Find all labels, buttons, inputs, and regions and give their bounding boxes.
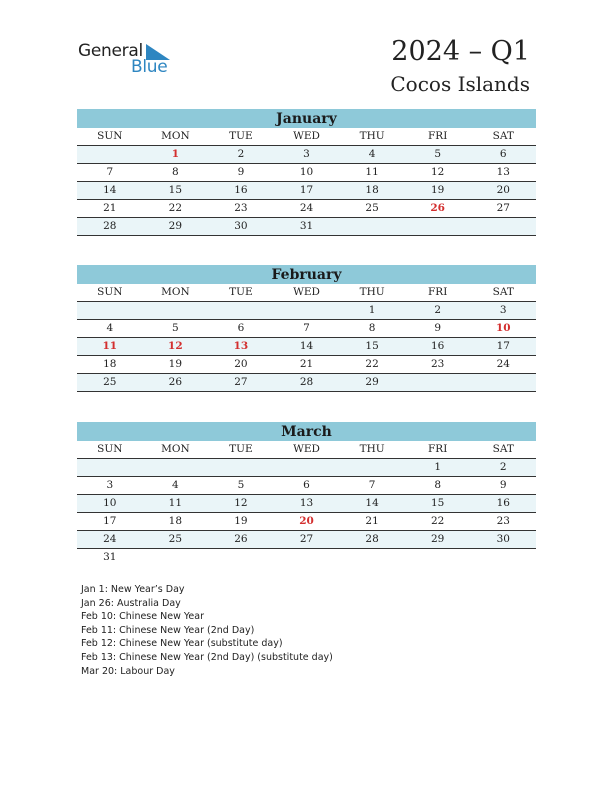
weekday-label: FRI	[428, 286, 448, 298]
month-header: January	[77, 109, 536, 128]
empty-day-cell	[405, 374, 471, 391]
day-cell: 2	[434, 304, 442, 316]
holiday-notes	[81, 583, 333, 678]
day-cell: 10	[299, 166, 314, 178]
day-cell: 14	[365, 497, 379, 509]
day-cell: 15	[168, 184, 183, 196]
day-cell: 9	[237, 166, 245, 178]
holiday-note: Feb 12: Chinese New Year (substitute day)	[81, 638, 283, 650]
day-cell: 4	[106, 322, 114, 334]
week-row	[77, 513, 536, 531]
weekday-label: MON	[161, 130, 190, 142]
day-cell: 12	[234, 497, 248, 509]
day-cell: 12	[430, 166, 445, 178]
day-cell: 28	[365, 533, 379, 545]
day-cell: 14	[299, 340, 314, 352]
week-row	[77, 320, 536, 338]
day-cell: 24	[299, 202, 314, 214]
day-cell: 22	[430, 515, 445, 527]
day-cell: 30	[496, 533, 510, 545]
day-cell: 1	[434, 461, 442, 473]
weekday-label: FRI	[428, 130, 448, 142]
day-cell: 4	[172, 479, 179, 491]
day-cell: 4	[368, 148, 376, 160]
week-row	[77, 531, 536, 549]
day-cell: 17	[496, 340, 510, 352]
week-row	[77, 164, 536, 182]
empty-day-cell	[405, 549, 471, 566]
week-row	[77, 338, 536, 356]
weekday-header-row	[77, 441, 536, 459]
day-cell: 23	[234, 202, 248, 214]
empty-day-cell	[77, 146, 143, 163]
day-cell: 9	[499, 479, 507, 491]
holiday-day-cell: 1	[171, 148, 180, 160]
logo-general-text: General	[78, 41, 143, 61]
week-row	[77, 218, 536, 236]
logo-blue-text: Blue	[131, 57, 168, 77]
day-cell: 20	[234, 358, 248, 370]
day-cell: 14	[103, 184, 117, 196]
day-cell: 30	[234, 220, 248, 232]
empty-day-cell	[143, 302, 209, 319]
weekday-header-row	[77, 284, 536, 302]
day-cell: 17	[103, 515, 117, 527]
holiday-note: Feb 10: Chinese New Year	[81, 611, 204, 623]
day-cell: 16	[430, 340, 445, 352]
weekday-label: SUN	[97, 286, 123, 298]
day-cell: 19	[168, 358, 183, 370]
day-cell: 16	[234, 184, 248, 196]
day-cell: 26	[234, 533, 248, 545]
day-cell: 3	[303, 148, 310, 160]
weekday-label: SAT	[492, 130, 514, 142]
day-cell: 2	[499, 461, 507, 473]
weekday-label: MON	[161, 286, 190, 298]
week-row	[77, 146, 536, 164]
weekday-label: WED	[293, 443, 320, 455]
day-cell: 29	[430, 533, 445, 545]
page-title: 2024 – Q1	[391, 36, 530, 67]
day-cell: 13	[496, 166, 510, 178]
weekday-label: THU	[359, 286, 385, 298]
day-cell: 18	[103, 358, 117, 370]
week-row	[77, 477, 536, 495]
day-cell: 17	[299, 184, 314, 196]
holiday-note: Feb 11: Chinese New Year (2nd Day)	[81, 624, 255, 636]
empty-day-cell	[274, 459, 340, 476]
day-cell: 6	[499, 148, 507, 160]
empty-day-cell	[77, 302, 143, 319]
day-cell: 18	[365, 184, 379, 196]
day-cell: 24	[496, 358, 510, 370]
month-february	[77, 265, 536, 392]
holiday-note: Jan 26: Australia Day	[81, 597, 181, 609]
holiday-note: Mar 20: Labour Day	[81, 665, 175, 677]
holiday-day-cell: 26	[430, 202, 445, 214]
week-row	[77, 549, 536, 566]
weekday-label: WED	[293, 286, 320, 298]
empty-day-cell	[143, 549, 209, 566]
weekday-label: SUN	[97, 443, 123, 455]
weekday-label: SAT	[492, 286, 514, 298]
day-cell: 21	[299, 358, 314, 370]
empty-day-cell	[274, 549, 340, 566]
week-row	[77, 302, 536, 320]
holiday-day-cell: 11	[102, 340, 118, 352]
day-cell: 2	[237, 148, 245, 160]
week-row	[77, 182, 536, 200]
day-cell: 11	[168, 497, 183, 509]
empty-day-cell	[77, 459, 143, 476]
empty-day-cell	[208, 459, 274, 476]
weekday-label: TUE	[229, 130, 253, 142]
weekday-label: SAT	[492, 443, 514, 455]
day-cell: 25	[103, 376, 117, 388]
weekday-header-row	[77, 128, 536, 146]
day-cell: 13	[299, 497, 314, 509]
day-cell: 21	[103, 202, 117, 214]
empty-day-cell	[339, 549, 405, 566]
day-cell: 19	[430, 184, 445, 196]
empty-day-cell	[208, 302, 274, 319]
day-cell: 22	[168, 202, 183, 214]
day-cell: 8	[368, 322, 376, 334]
month-header: March	[77, 422, 536, 441]
month-january	[77, 109, 536, 236]
day-cell: 8	[434, 479, 442, 491]
holiday-day-cell: 10	[495, 322, 511, 334]
day-cell: 20	[496, 184, 510, 196]
day-cell: 5	[237, 479, 245, 491]
empty-day-cell	[470, 374, 536, 391]
day-cell: 26	[168, 376, 183, 388]
day-cell: 10	[103, 497, 117, 509]
weekday-label: FRI	[428, 443, 448, 455]
day-cell: 15	[365, 340, 379, 352]
day-cell: 27	[234, 376, 248, 388]
empty-day-cell	[143, 459, 209, 476]
day-cell: 11	[365, 166, 379, 178]
day-cell: 28	[299, 376, 314, 388]
day-cell: 31	[299, 220, 314, 232]
day-cell: 3	[499, 304, 507, 316]
logo	[78, 41, 188, 81]
day-cell: 25	[365, 202, 379, 214]
day-cell: 15	[430, 497, 445, 509]
empty-day-cell	[274, 302, 340, 319]
day-cell: 29	[168, 220, 183, 232]
empty-day-cell	[470, 549, 536, 566]
day-cell: 29	[365, 376, 379, 388]
day-cell: 7	[106, 166, 114, 178]
weekday-label: SUN	[97, 130, 123, 142]
holiday-note: Jan 1: New Year’s Day	[81, 584, 185, 595]
day-cell: 3	[106, 479, 114, 491]
day-cell: 6	[237, 322, 245, 334]
day-cell: 23	[430, 358, 445, 370]
week-row	[77, 200, 536, 218]
week-row	[77, 374, 536, 392]
empty-day-cell	[208, 549, 274, 566]
holiday-day-cell: 12	[168, 340, 183, 352]
day-cell: 19	[234, 515, 248, 527]
empty-day-cell	[405, 218, 471, 235]
day-cell: 23	[496, 515, 510, 527]
weekday-label: THU	[359, 130, 385, 142]
holiday-day-cell: 20	[299, 515, 314, 527]
day-cell: 28	[103, 220, 117, 232]
day-cell: 7	[303, 322, 310, 334]
page-subtitle: Cocos Islands	[390, 72, 530, 96]
month-march	[77, 422, 536, 566]
empty-day-cell	[339, 218, 405, 235]
holiday-day-cell: 13	[233, 340, 249, 352]
day-cell: 25	[168, 533, 183, 545]
day-cell: 22	[365, 358, 379, 370]
empty-day-cell	[339, 459, 405, 476]
day-cell: 27	[299, 533, 314, 545]
day-cell: 31	[103, 551, 117, 563]
day-cell: 21	[365, 515, 379, 527]
day-cell: 18	[168, 515, 183, 527]
week-row	[77, 495, 536, 513]
weekday-label: TUE	[229, 443, 253, 455]
day-cell: 5	[434, 148, 442, 160]
day-cell: 1	[368, 304, 376, 316]
day-cell: 5	[172, 322, 179, 334]
weekday-label: WED	[293, 130, 320, 142]
week-row	[77, 356, 536, 374]
weekday-label: TUE	[229, 286, 253, 298]
day-cell: 27	[496, 202, 510, 214]
empty-day-cell	[470, 218, 536, 235]
holiday-note: Feb 13: Chinese New Year (2nd Day) (substitute day)	[81, 651, 333, 663]
day-cell: 6	[303, 479, 310, 491]
week-row	[77, 459, 536, 477]
day-cell: 24	[103, 533, 117, 545]
weekday-label: THU	[359, 443, 385, 455]
day-cell: 9	[434, 322, 442, 334]
day-cell: 8	[172, 166, 179, 178]
day-cell: 7	[368, 479, 376, 491]
day-cell: 16	[496, 497, 510, 509]
month-header: February	[77, 265, 536, 284]
weekday-label: MON	[161, 443, 190, 455]
